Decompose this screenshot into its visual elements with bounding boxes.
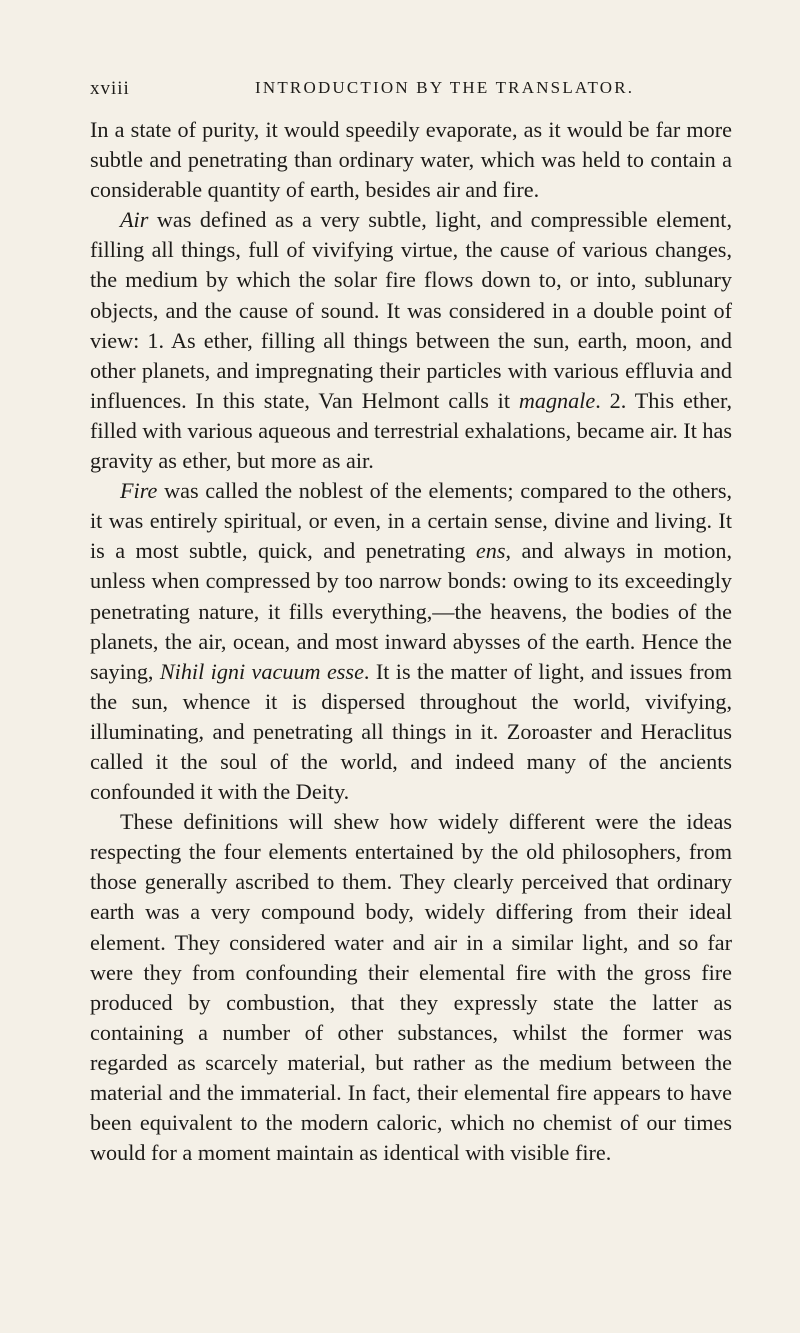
paragraph [90, 476, 732, 807]
italic-text: ens [475, 538, 506, 564]
body-text [90, 115, 732, 1168]
paragraph [90, 205, 732, 476]
italic-text: Air [120, 207, 149, 233]
text-segment: , and always in motion, unless when compressed by too narrow bonds: owing to its exceedingly penetrating nature, it fills everything,—the heavens, the bodies of the planets, the air, ocean, and most inward abysses of the earth. Hence the saying, [90, 538, 732, 684]
text-segment: . It is the matter of light, and issues from the sun, whence it is dispersed throughout the world, vivifying, illuminating, and penetrating all things in it. Zoroaster and Heraclitus called it the soul of the world, and indeed many of the ancients confounded it with the Deity. [90, 658, 732, 805]
running-head: INTRODUCTION BY THE TRANSLATOR. [255, 78, 635, 97]
text-segment: . 2. This ether, filled with various aqueous and terrestrial exhalations, became air. It has gravity as ether, but more as air. [90, 387, 732, 474]
text-segment: was defined as a very subtle, light, and compressible element, filling all things, full of vivifying virtue, the cause of various changes, the medium by which the solar fire flows down to, or into, sublunary objects, and the cause of sound. It was considered in a double point of view: 1. As ether, filling all things between the sun, earth, moon, and other planets, and impregnating their particles with various effluvia and influences. In this state, Van Helmont calls it [90, 207, 732, 413]
paragraph [90, 115, 732, 205]
italic-text: Fire [120, 478, 158, 504]
text-segment: In a state of purity, it would speedily evaporate, as it would be far more subtle and penetrating than ordinary water, which was held to contain a considerable quantity of earth, besides air and fire. [90, 117, 732, 203]
paragraph [90, 807, 732, 1168]
text-segment: These definitions will shew how widely different were the ideas respecting the four elements entertained by the old philosophers, from those generally ascribed to them. They clearly perceived that ordinary earth was a very compound body, widely differing from their ideal element. They considered water and air in a similar light, and so far were they from confounding their elemental fire with the gross fire produced by combustion, that they expressly state the latter as containing a number of other substances, whilst the former was regarded as scarcely material, but rather as the medium between the material and the immaterial. In fact, their elemental fire appears to have been equivalent to the modern caloric, which no chemist of our times would for a moment maintain as identical with visible fire. [90, 809, 732, 1166]
italic-text: magnale [518, 387, 596, 413]
page-header [90, 78, 730, 104]
italic-text: Nihil igni vacuum esse [159, 658, 364, 684]
text-segment: was called the noblest of the elements; compared to the others, it was entirely spiritual, or even, in a certain sense, divine and living. It is a most subtle, quick, and penetrating [90, 478, 732, 564]
page-number: xviii [90, 78, 130, 99]
